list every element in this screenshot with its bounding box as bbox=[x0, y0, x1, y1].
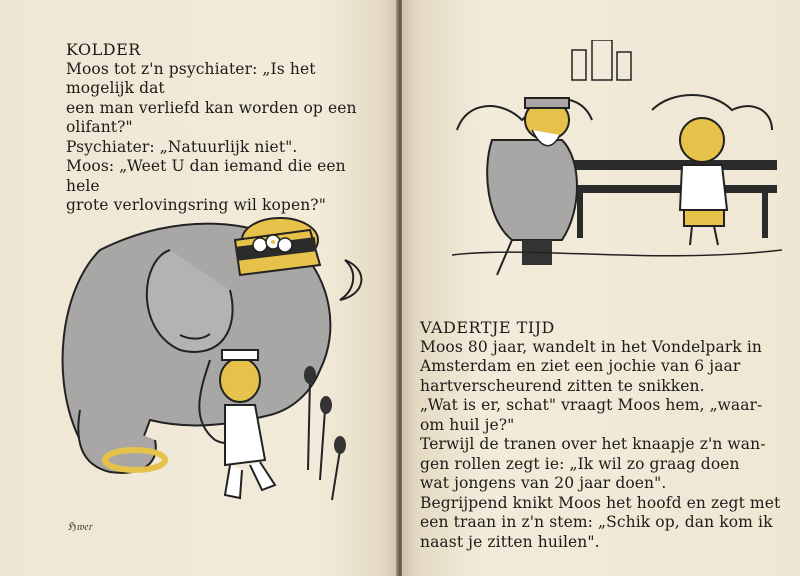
right-page bbox=[402, 0, 800, 576]
right-line-1: Moos 80 jaar, wandelt in het Vondelpark in bbox=[420, 337, 762, 356]
right-line-5: om huil je?" bbox=[420, 415, 515, 434]
left-page bbox=[0, 0, 398, 576]
right-line-8: wat jongens van 20 jaar doen". bbox=[420, 474, 667, 492]
left-line-5: grote verlovingsring wil kopen?" bbox=[66, 196, 326, 214]
artist-signature: ℌ𝔴𝔢𝔯 bbox=[68, 520, 92, 533]
left-line-2: een man verliefd kan worden op een olifant?" bbox=[66, 98, 357, 136]
right-page-text bbox=[420, 318, 782, 552]
right-line-6: Terwijl de tranen over het knaapje z'n wan- bbox=[420, 435, 766, 453]
right-line-11: naast je zitten huilen". bbox=[420, 532, 600, 551]
left-line-1: Moos tot z'n psychiater: „Is het mogelijk dat bbox=[66, 59, 316, 97]
right-line-10: een traan in z'n stem: „Schik op, dan kom ik bbox=[420, 513, 773, 531]
right-line-2: Amsterdam en ziet een jochie van 6 jaar bbox=[420, 357, 741, 375]
left-line-4: Moos: „Weet U dan iemand die een hele bbox=[66, 157, 346, 195]
left-page-title: KOLDER bbox=[66, 40, 141, 59]
right-line-3: hartverscheurend zitten te snikken. bbox=[420, 376, 705, 395]
left-line-3: Psychiater: „Natuurlijk niet". bbox=[66, 137, 298, 156]
right-line-9: Begrijpend knikt Moos het hoofd en zegt met bbox=[420, 493, 781, 512]
park-bench-illustration bbox=[452, 40, 782, 290]
elephant-illustration bbox=[40, 180, 380, 520]
right-page-title: VADERTJE TIJD bbox=[420, 318, 555, 337]
right-line-7: gen rollen zegt ie: „Ik wil zo graag doen bbox=[420, 454, 740, 473]
right-line-4: „Wat is er, schat" vraagt Moos hem, „waar- bbox=[420, 396, 763, 414]
